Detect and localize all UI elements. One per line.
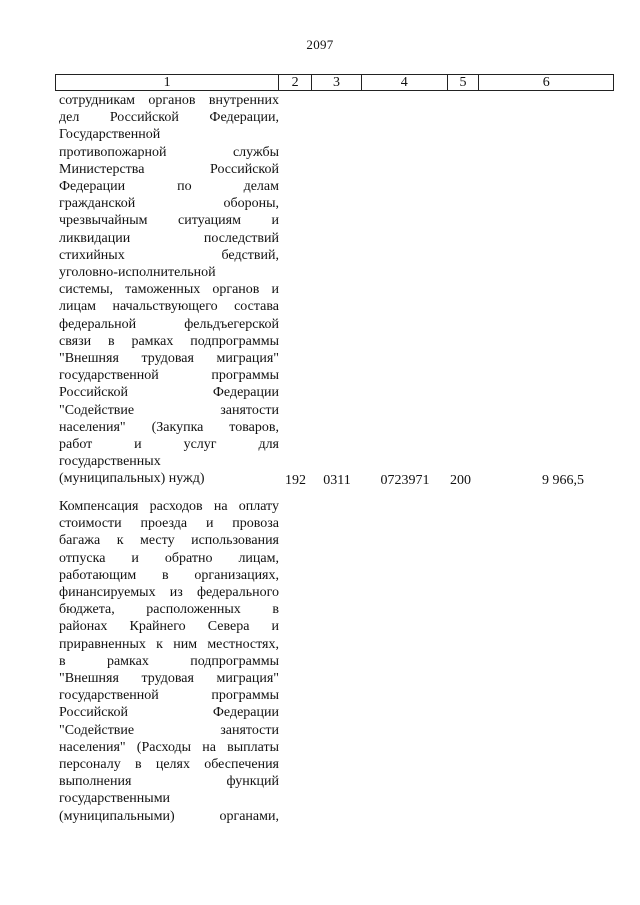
- description-line: населения" (Расходы на выплаты: [59, 739, 279, 755]
- cell-amount: 9 966,5: [542, 473, 584, 488]
- description-line: Федерации по делам: [59, 179, 279, 195]
- description-line: федеральной фельдъегерской: [59, 316, 279, 332]
- description-line: в рамках подпрограммы: [59, 653, 279, 669]
- description-line: работающим в организациях,: [59, 567, 279, 583]
- table-header-row: [55, 74, 614, 91]
- description-line: районах Крайнего Севера и: [59, 619, 279, 635]
- cell-admin-code: 192: [285, 473, 306, 488]
- column-header-6: 6: [542, 75, 550, 90]
- row-description: [55, 92, 279, 488]
- description-line: приравненных к ним местностях,: [59, 636, 279, 652]
- description-line: государственной программы: [59, 368, 279, 384]
- column-header-4: 4: [362, 75, 448, 90]
- description-line: гражданской обороны,: [59, 196, 279, 212]
- description-line: сотрудникам органов внутренних: [59, 93, 279, 108]
- description-line: Государственной: [59, 127, 161, 143]
- description-line: уголовно-исполнительной: [59, 265, 216, 281]
- description-line: "Внешняя трудовая миграция": [59, 351, 279, 367]
- description-line: стихийных бедствий,: [59, 247, 279, 263]
- cell-section-code: 0311: [323, 473, 351, 488]
- description-line: государственных: [59, 454, 161, 470]
- column-header-2: 2: [279, 75, 312, 90]
- description-line: "Содействие занятости: [59, 402, 279, 418]
- cell-target-article: 0723971: [380, 473, 430, 488]
- description-line: ликвидации последствий: [59, 230, 279, 246]
- description-line: противопожарной службы: [59, 144, 279, 160]
- description-line: багажа к месту использования: [59, 533, 279, 549]
- column-header-3: 3: [312, 75, 362, 90]
- description-line: стоимости проезда и провоза: [59, 516, 279, 532]
- description-line: государственными: [59, 791, 171, 807]
- description-line: населения" (Закупка товаров,: [59, 419, 279, 435]
- column-header-1: 1: [56, 75, 279, 90]
- table-row: [55, 498, 614, 825]
- page-number: 2097: [306, 37, 334, 52]
- description-line: чрезвычайным ситуациям и: [59, 213, 279, 229]
- row-description: [55, 498, 279, 825]
- table-row: [55, 92, 614, 488]
- description-line: отпуска и обратно лицам,: [59, 550, 279, 566]
- description-line: лицам начальствующего состава: [59, 299, 279, 315]
- cell-expense-type: 200: [450, 473, 471, 488]
- description-line: работ и услуг для: [59, 437, 279, 453]
- description-line: связи в рамках подпрограммы: [59, 333, 279, 349]
- description-line: Министерства Российской: [59, 161, 279, 177]
- description-line: "Содействие занятости: [59, 722, 279, 738]
- description-line: бюджета, расположенных в: [59, 602, 279, 618]
- description-line: финансируемых из федерального: [59, 585, 279, 601]
- description-line: (муниципальными) органами,: [59, 808, 279, 824]
- description-line: государственной программы: [59, 688, 279, 704]
- description-line: персоналу в целях обеспечения: [59, 757, 279, 773]
- description-line: Российской Федерации: [59, 705, 279, 721]
- row-values: [279, 473, 614, 489]
- description-line: Компенсация расходов на оплату: [59, 499, 279, 514]
- description-line: Российской Федерации: [59, 385, 279, 401]
- description-line: "Внешняя трудовая миграция": [59, 671, 279, 687]
- description-line: выполнения функций: [59, 774, 279, 790]
- description-line: дел Российской Федерации,: [59, 110, 279, 126]
- column-header-5: 5: [448, 75, 480, 90]
- description-line: системы, таможенных органов и: [59, 282, 279, 298]
- description-line: (муниципальных) нужд): [59, 471, 205, 487]
